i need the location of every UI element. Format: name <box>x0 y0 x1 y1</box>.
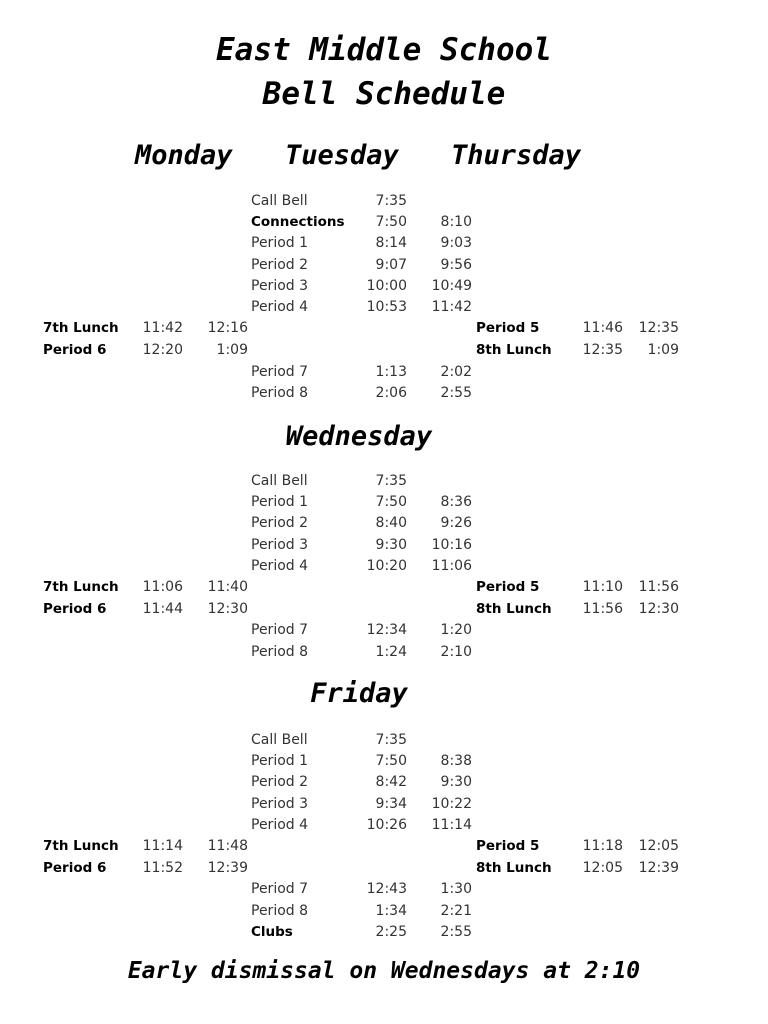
end-time: 9:30 <box>440 774 472 791</box>
end-time: 11:56 <box>638 579 679 595</box>
title-school: East Middle School <box>216 32 552 68</box>
end-time: 2:55 <box>440 384 472 401</box>
period-label: Clubs <box>251 923 293 940</box>
period-label: Period 7 <box>251 881 309 898</box>
end-time: 9:56 <box>440 256 472 273</box>
end-time: 12:39 <box>207 860 248 877</box>
start-time: 7:35 <box>375 473 407 489</box>
start-time: 11:56 <box>582 601 623 618</box>
period-label: Period 2 <box>251 515 309 532</box>
start-time: 12:43 <box>366 881 407 898</box>
end-time: 8:38 <box>440 753 472 770</box>
header-monday: Monday <box>135 140 233 171</box>
start-time: 10:20 <box>366 557 407 574</box>
period-label: Call Bell <box>251 193 308 209</box>
end-time: 12:16 <box>207 320 248 337</box>
period-label: Period 7 <box>251 622 309 639</box>
end-time: 10:16 <box>431 536 472 553</box>
start-time: 11:42 <box>142 320 183 337</box>
end-time: 8:36 <box>440 494 472 511</box>
start-time: 10:00 <box>366 277 407 294</box>
period-label: Call Bell <box>251 473 308 489</box>
end-time: 2:10 <box>440 643 472 660</box>
end-time: 1:09 <box>647 342 679 359</box>
period-label: Period 2 <box>251 256 309 273</box>
period-label: Period 1 <box>251 753 309 770</box>
start-time: 8:14 <box>375 235 407 252</box>
start-time: 11:44 <box>142 601 183 618</box>
start-time: 1:24 <box>375 643 407 660</box>
header-wednesday: Wednesday <box>285 421 433 452</box>
end-time: 12:39 <box>638 860 679 877</box>
end-time: 2:21 <box>440 902 472 919</box>
start-time: 12:35 <box>582 342 623 359</box>
end-time: 10:22 <box>431 795 472 812</box>
period-label: Call Bell <box>251 732 308 748</box>
start-time: 11:18 <box>582 838 623 854</box>
period-label: Period 1 <box>251 235 309 252</box>
start-time: 8:40 <box>375 515 407 532</box>
start-time: 11:06 <box>142 579 183 595</box>
start-time: 10:53 <box>366 299 407 315</box>
start-time: 7:50 <box>375 214 407 231</box>
end-time: 12:30 <box>207 601 248 618</box>
start-time: 7:50 <box>375 753 407 770</box>
period-label: 7th Lunch <box>43 320 119 337</box>
start-time: 9:34 <box>375 795 407 812</box>
period-label: Connections <box>251 214 345 231</box>
period-label: Period 3 <box>251 277 309 294</box>
start-time: 12:34 <box>366 622 407 639</box>
period-label: Period 5 <box>476 320 540 337</box>
start-time: 7:35 <box>375 732 407 748</box>
start-time: 9:07 <box>375 256 407 273</box>
footer-note: Early dismissal on Wednesdays at 2:10 <box>127 958 641 984</box>
end-time: 1:30 <box>440 881 472 898</box>
period-label: Period 1 <box>251 494 309 511</box>
period-label: Period 4 <box>251 816 309 833</box>
start-time: 10:26 <box>366 816 407 833</box>
end-time: 10:49 <box>431 277 472 294</box>
title-schedule: Bell Schedule <box>262 76 506 112</box>
end-time: 9:26 <box>440 515 472 532</box>
end-time: 11:48 <box>207 838 248 854</box>
period-label: Period 8 <box>251 902 309 919</box>
end-time: 1:09 <box>216 342 248 359</box>
period-label: Period 4 <box>251 557 309 574</box>
end-time: 2:02 <box>440 363 472 380</box>
period-label: Period 8 <box>251 643 309 660</box>
end-time: 12:35 <box>638 320 679 337</box>
period-label: 8th Lunch <box>476 342 552 359</box>
end-time: 11:40 <box>207 579 248 595</box>
start-time: 8:42 <box>375 774 407 791</box>
start-time: 9:30 <box>375 536 407 553</box>
period-label: Period 6 <box>43 860 107 877</box>
period-label: Period 4 <box>251 299 309 315</box>
period-label: 7th Lunch <box>43 838 119 854</box>
start-time: 2:06 <box>375 384 407 401</box>
period-label: Period 5 <box>476 579 540 595</box>
start-time: 12:05 <box>582 860 623 877</box>
end-time: 8:10 <box>440 214 472 231</box>
period-label: 8th Lunch <box>476 601 552 618</box>
start-time: 7:50 <box>375 494 407 511</box>
header-friday: Friday <box>310 678 408 709</box>
end-time: 12:30 <box>638 601 679 618</box>
period-label: 8th Lunch <box>476 860 552 877</box>
start-time: 11:14 <box>142 838 183 854</box>
period-label: Period 7 <box>251 363 309 380</box>
start-time: 11:46 <box>582 320 623 337</box>
end-time: 1:20 <box>440 622 472 639</box>
period-label: Period 2 <box>251 774 309 791</box>
period-label: Period 6 <box>43 601 107 618</box>
period-label: Period 6 <box>43 342 107 359</box>
start-time: 7:35 <box>375 193 407 209</box>
start-time: 2:25 <box>375 923 407 940</box>
start-time: 1:34 <box>375 902 407 919</box>
period-label: 7th Lunch <box>43 579 119 595</box>
end-time: 2:55 <box>440 923 472 940</box>
header-thursday: Thursday <box>451 140 582 171</box>
start-time: 1:13 <box>375 363 407 380</box>
start-time: 12:20 <box>142 342 183 359</box>
start-time: 11:10 <box>582 579 623 595</box>
end-time: 9:03 <box>440 235 472 252</box>
period-label: Period 8 <box>251 384 309 401</box>
end-time: 11:14 <box>431 816 472 833</box>
period-label: Period 3 <box>251 536 309 553</box>
start-time: 11:52 <box>142 860 183 877</box>
period-label: Period 3 <box>251 795 309 812</box>
end-time: 11:06 <box>431 557 472 574</box>
period-label: Period 5 <box>476 838 540 854</box>
end-time: 11:42 <box>431 299 472 315</box>
end-time: 12:05 <box>638 838 679 854</box>
header-tuesday: Tuesday <box>285 140 399 171</box>
